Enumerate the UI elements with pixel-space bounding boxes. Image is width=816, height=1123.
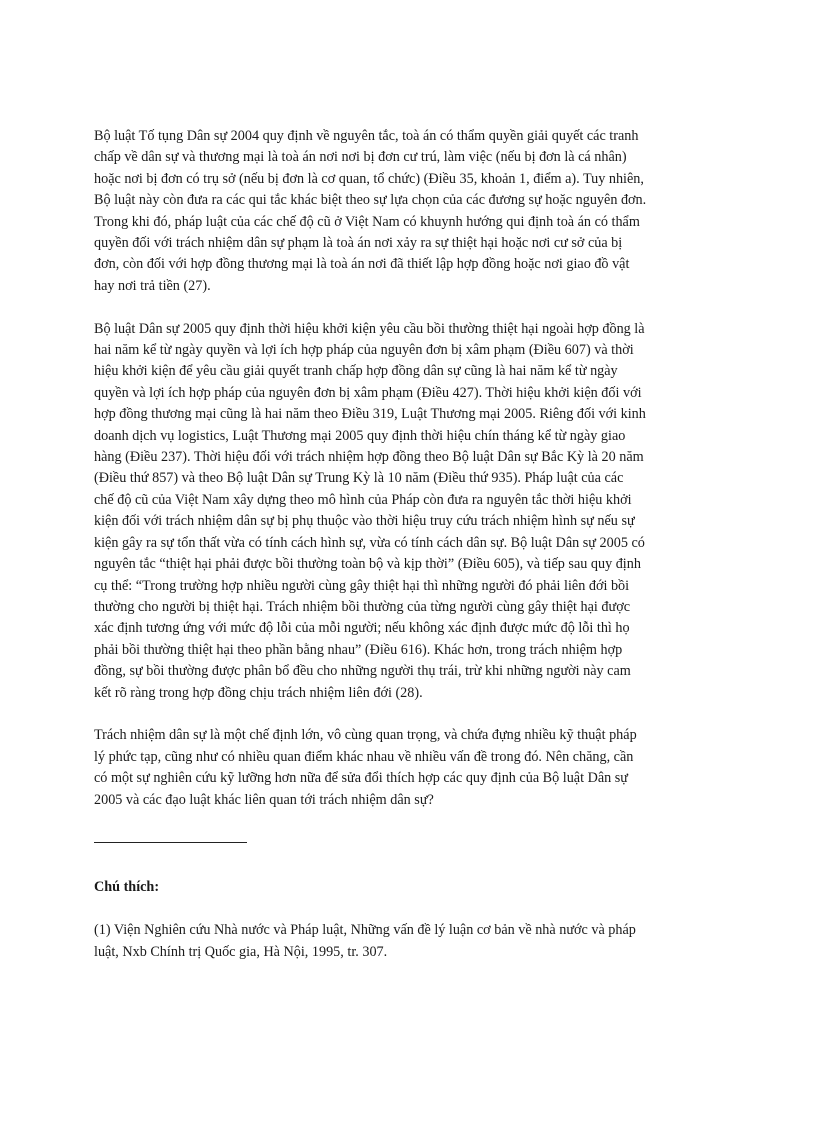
text-line: lý phức tạp, cũng như có nhiều quan điểm khác nhau về nhiều vấn đề trong đó. Nên chăng, cần [94,748,634,765]
text-line: quyền đối với trách nhiệm dân sự phạm là toà án nơi xảy ra sự thiệt hại hoặc nơi cư sở của bị [94,235,623,252]
text-line: thường cho người bị thiệt hại. Trách nhiệm bồi thường của từng người cùng gây thiệt hại được [94,598,630,615]
notes-heading: Chú thích: [94,878,160,895]
text-line: hàng (Điều 237). Thời hiệu đối với trách nhiệm hợp đồng theo Bộ luật Dân sự Bắc Kỳ là 20 năm [94,449,644,466]
text-line: (1) Viện Nghiên cứu Nhà nước và Pháp luật, Những vấn đề lý luận cơ bản về nhà nước và pháp [94,922,636,939]
text-line: luật, Nxb Chính trị Quốc gia, Hà Nội, 1995, tr. 307. [94,943,388,960]
text-line: Bộ luật này còn đưa ra các qui tắc khác biệt theo sự lựa chọn của các đương sự hoặc nguyên đơn. [94,192,647,209]
text-line: cụ thể: “Trong trường hợp nhiều người cùng gây thiệt hại thì những người đó phải liên đới bồi [94,577,630,594]
text-line: hay nơi trả tiền (27). [94,277,211,294]
text-line: kiện gây ra sự tổn thất vừa có tính cách hình sự, vừa có tính cách dân sự. Bộ luật Dân sự 2005 có [94,534,645,551]
text-line: hợp đồng thương mại cũng là hai năm theo Điều 319, Luật Thương mại 2005. Riêng đối với kinh [94,406,646,423]
text-line: Trong khi đó, pháp luật của các chế độ cũ ở Việt Nam có khuynh hướng qui định toà án có thẩm [94,213,640,230]
text-line: doanh dịch vụ logistics, Luật Thương mại 2005 quy định thời hiệu chín tháng kể từ ngày giao [94,427,626,444]
text-line: hiệu khởi kiện để yêu cầu giải quyết tranh chấp hợp đồng dân sự cũng là hai năm kể từ ngày [94,363,618,380]
text-line: đơn, còn đối với hợp đồng thương mại là toà án nơi đã thiết lập hợp đồng hoặc nơi giao đồ vật [94,256,630,273]
text-line: chế độ cũ của Việt Nam xây dựng theo mô hình của Pháp còn đưa ra nguyên tắc thời hiệu khởi [94,491,632,508]
text-line: chấp về dân sự và thương mại là toà án nơi nơi bị đơn cư trú, làm việc (nếu bị đơn là cá nhân) [94,149,627,166]
text-line: xác định tương ứng với mức độ lỗi của mỗi người; nếu không xác định được mức độ lỗi thì họ [94,620,630,637]
text-line: Bộ luật Tố tụng Dân sự 2004 quy định về nguyên tắc, toà án có thẩm quyền giải quyết các tranh [94,128,639,144]
text-line: 2005 và các đạo luật khác liên quan tới trách nhiệm dân sự? [94,791,434,808]
text-line: Trách nhiệm dân sự là một chế định lớn, vô cùng quan trọng, và chứa đựng nhiều kỹ thuật pháp [94,727,637,744]
text-line: đồng, sự bồi thường được phân bổ đều cho những người thụ trái, trừ khi những người này cam [94,663,631,680]
footnote-separator [94,842,247,843]
text-line: (Điều thứ 857) và theo Bộ luật Dân sự Trung Kỳ là 10 năm (Điều thứ 935). Pháp luật của các [94,470,624,487]
paragraph-jurisdiction [94,126,726,297]
text-line: kiện đối với trách nhiệm dân sự bị phụ thuộc vào thời hiệu truy cứu trách nhiệm hình sự nếu sự [94,513,635,530]
text-line: nguyên tắc “thiệt hại phải được bồi thường toàn bộ và kịp thời” (Điều 605), và tiếp sau quy định [94,556,641,573]
text-line: quyền và lợi ích hợp pháp của nguyên đơn bị xâm phạm (Điều 427). Thời hiệu khởi kiện đối với [94,384,642,401]
paragraph-conclusion [94,725,726,811]
text-line: có một sự nghiên cứu kỹ lưỡng hơn nữa để sửa đổi thích hợp các quy định của Bộ luật Dân sự [94,770,628,787]
text-line: kết rõ ràng trong hợp đồng chịu trách nhiệm liên đới (28). [94,684,423,701]
text-line: hoặc nơi bị đơn có trụ sở (nếu bị đơn là cơ quan, tổ chức) (Điều 35, khoản 1, điểm a). Tuy nhiên, [94,170,644,187]
text-line: phải bồi thường thiệt hại theo phần bằng nhau” (Điều 616). Khác hơn, trong trách nhiệm hợp [94,641,623,658]
footnote-item [94,920,726,963]
document-body [94,126,726,963]
paragraph-limitation-period [94,319,726,704]
text-line: Bộ luật Dân sự 2005 quy định thời hiệu khởi kiện yêu cầu bồi thường thiệt hại ngoài hợp đồng là [94,320,645,337]
text-line: hai năm kể từ ngày quyền và lợi ích hợp pháp của nguyên đơn bị xâm phạm (Điều 607) và thời [94,342,634,359]
